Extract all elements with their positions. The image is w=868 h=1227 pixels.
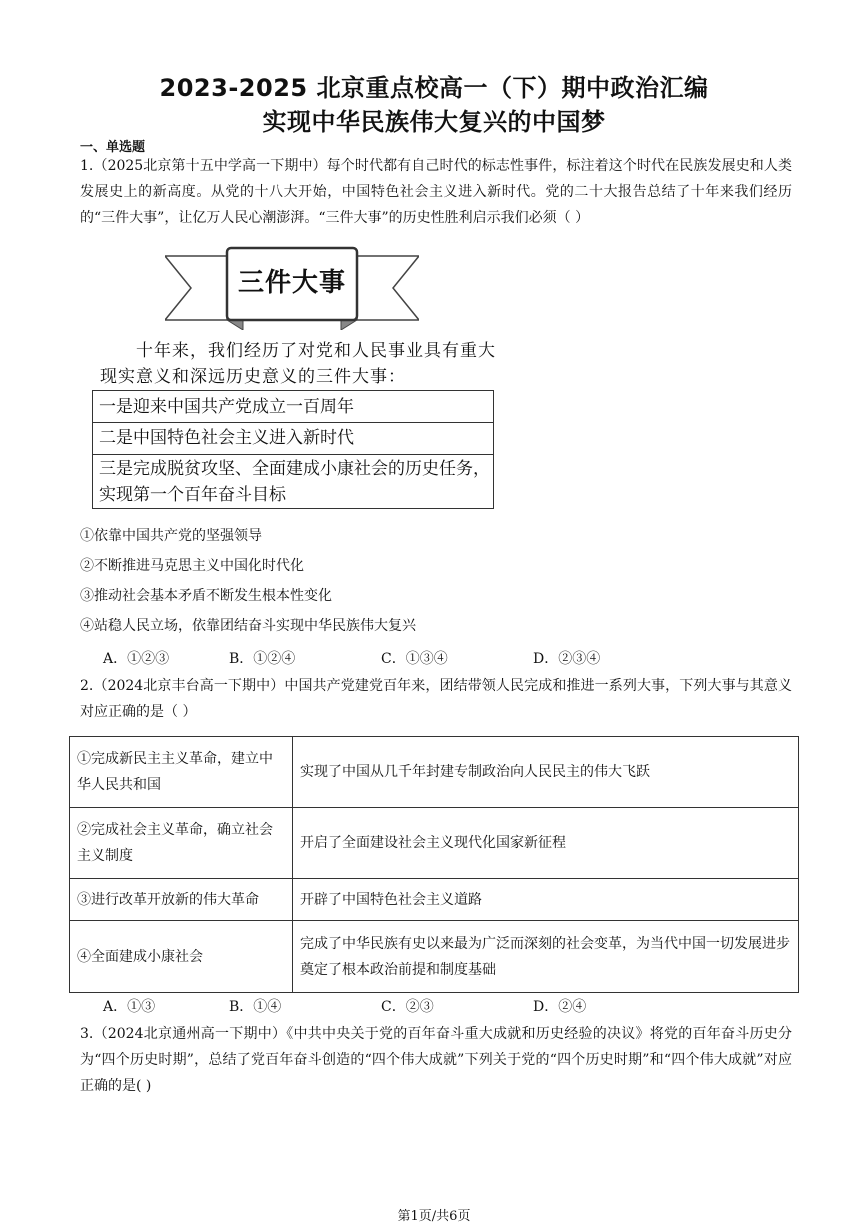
q1-option-4: ④站稳人民立场，依靠团结奋斗实现中华民族伟大复兴 bbox=[80, 618, 416, 634]
page-number: 第1页/共6页 bbox=[397, 1209, 471, 1224]
q1-choice-a[interactable]: A．①②③ bbox=[103, 651, 170, 667]
poster-item-1: 一是迎来中国共产党成立一百周年 bbox=[92, 390, 494, 423]
q2-choice-c[interactable]: C．②③ bbox=[381, 999, 434, 1015]
q1-option-3: ③推动社会基本矛盾不断发生根本性变化 bbox=[80, 588, 332, 604]
table-cell-event: ②完成社会主义革命，确立社会主义制度 bbox=[70, 808, 293, 879]
table-cell-meaning: 开辟了中国特色社会主义道路 bbox=[293, 879, 799, 921]
question-2-stem: 2.（2024北京丰台高一下期中）中国共产党建党百年来，团结带领人民完成和推进一系列大事，下列大事与其意义对应正确的是（ ） bbox=[80, 678, 792, 720]
poster-item-2: 二是中国特色社会主义进入新时代 bbox=[92, 422, 494, 455]
table-row bbox=[70, 737, 799, 808]
document-subtitle: 实现中华民族伟大复兴的中国梦 bbox=[262, 108, 606, 136]
banner-text: 三件大事 bbox=[237, 268, 346, 298]
q2-choice-d[interactable]: D．②④ bbox=[533, 999, 587, 1015]
table-cell-event: ③进行改革开放新的伟大革命 bbox=[70, 879, 293, 921]
q2-choice-b[interactable]: B．①④ bbox=[229, 999, 282, 1015]
table-row bbox=[70, 808, 799, 879]
section-label: 一、单选题 bbox=[80, 140, 146, 155]
q1-choice-c[interactable]: C．①③④ bbox=[381, 651, 448, 667]
question-1-stem: 1.（2025北京第十五中学高一下期中）每个时代都有自己时代的标志性事件，标注着这个时代在民族发展史和人类发展史上的新高度。从党的十八大开始，中国特色社会主义进入新时代。党的二十大报告总结了十年来我们经历的“三件大事”，让亿万人民心潮澎湃。“三件大事”的历史性胜利启示我们必须（ ） bbox=[80, 158, 792, 226]
table-cell-event: ④全面建成小康社会 bbox=[70, 921, 293, 993]
q1-choice-b[interactable]: B．①②④ bbox=[229, 651, 296, 667]
q2-choice-a[interactable]: A．①③ bbox=[103, 999, 156, 1015]
question-2-table bbox=[69, 736, 799, 993]
table-cell-event: ①完成新民主主义革命，建立中华人民共和国 bbox=[70, 737, 293, 808]
q1-choice-d[interactable]: D．②③④ bbox=[533, 651, 601, 667]
table-row bbox=[70, 921, 799, 993]
table-cell-meaning: 开启了全面建设社会主义现代化国家新征程 bbox=[293, 808, 799, 879]
q1-option-1: ①依靠中国共产党的坚强领导 bbox=[80, 528, 262, 544]
table-cell-meaning: 完成了中华民族有史以来最为广泛而深刻的社会变革，为当代中国一切发展进步奠定了根本政治前提和制度基础 bbox=[293, 921, 799, 993]
table-cell-meaning: 实现了中国从几千年封建专制政治向人民民主的伟大飞跃 bbox=[293, 737, 799, 808]
question-3-stem: 3.（2024北京通州高一下期中）《中共中央关于党的百年奋斗重大成就和历史经验的决议》将党的百年奋斗历史分为“四个历史时期”，总结了党百年奋斗创造的“四个伟大成就”下列关于党的“四个历史时期”和“四个伟大成就”对应正确的是( ) bbox=[80, 1026, 792, 1094]
document-title: 2023-2025 北京重点校高一（下）期中政治汇编 bbox=[159, 74, 709, 102]
q1-option-2: ②不断推进马克思主义中国化时代化 bbox=[80, 558, 304, 574]
poster-item-3: 三是完成脱贫攻坚、全面建成小康社会的历史任务，实现第一个百年奋斗目标 bbox=[92, 454, 494, 509]
table-row bbox=[70, 879, 799, 921]
poster-intro: 十年来，我们经历了对党和人民事业具有重大现实意义和深远历史意义的三件大事： bbox=[100, 341, 496, 387]
